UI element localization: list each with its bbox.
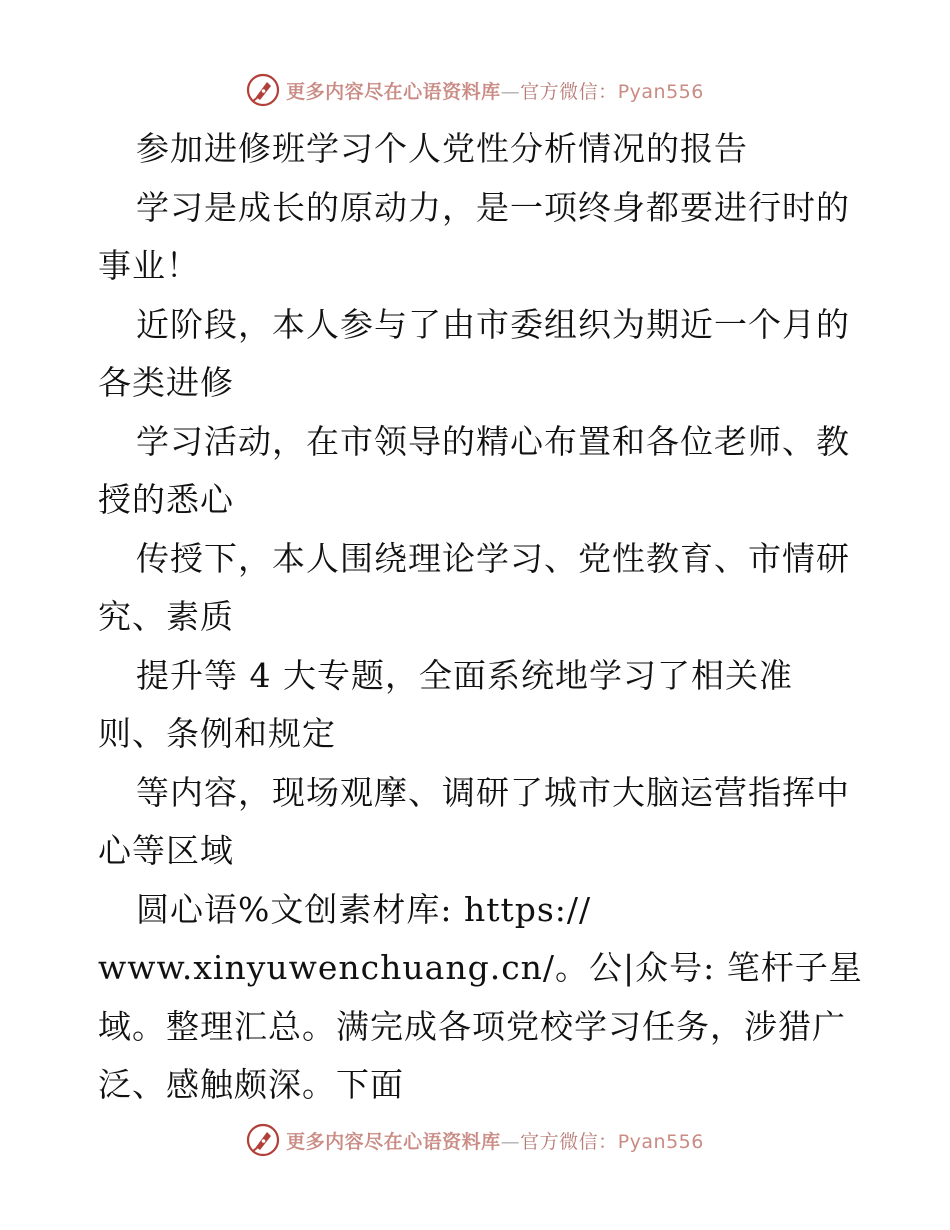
watermark-wechat-id: Pyan556 xyxy=(617,80,704,103)
text-line: 圆心语%文创素材库: https:// xyxy=(136,889,592,929)
text-line: www.xinyuwenchuang.cn/。公|众号: 笔杆子星 xyxy=(98,948,863,987)
header-watermark-banner xyxy=(0,70,950,110)
text-line: 各类进修 xyxy=(98,363,234,402)
watermark-site-name: 更多内容尽在心语资料库 xyxy=(286,1130,501,1153)
text-line: 学习是成长的原动力，是一项终身都要进行时的 xyxy=(136,187,850,227)
text-line: 学习活动，在市领导的精心布置和各位老师、教 xyxy=(136,421,850,461)
text-line: 泛、感触颇深。下面 xyxy=(98,1065,404,1104)
text-line: 则、条例和规定 xyxy=(98,714,336,753)
text-line: 事业！ xyxy=(98,246,200,285)
watermark-text xyxy=(286,1127,704,1154)
text-line: 授的悉心 xyxy=(98,480,234,519)
text-line: 等内容，现场观摩、调研了城市大脑运营指挥中 xyxy=(136,772,850,812)
document-body xyxy=(98,120,863,1115)
watermark-wechat-id: Pyan556 xyxy=(617,1130,704,1153)
text-line: 近阶段，本人参与了由市委组织为期近一个月的 xyxy=(136,304,850,344)
watermark-wechat-label: 官方微信： xyxy=(520,80,618,103)
text-line: 提升等 4 大专题，全面系统地学习了相关准 xyxy=(136,655,793,695)
watermark-text xyxy=(286,77,704,104)
watermark-wechat-label: 官方微信： xyxy=(520,1130,618,1153)
text-line: 域。整理汇总。满完成各项党校学习任务，涉猎广 xyxy=(98,1006,846,1046)
text-line: 心等区域 xyxy=(98,831,234,870)
text-line: 传授下，本人围绕理论学习、党性教育、市情研 xyxy=(136,538,850,578)
text-line: 参加进修班学习个人党性分析情况的报告 xyxy=(136,129,748,168)
watermark-site-name: 更多内容尽在心语资料库 xyxy=(286,80,501,103)
footer-watermark-banner xyxy=(0,1120,950,1160)
text-line: 究、素质 xyxy=(98,597,234,636)
watermark-dash: — xyxy=(500,80,521,103)
watermark-dash: — xyxy=(500,1130,521,1153)
pen-nib-logo-icon xyxy=(246,73,280,107)
pen-nib-logo-icon xyxy=(246,1123,280,1157)
